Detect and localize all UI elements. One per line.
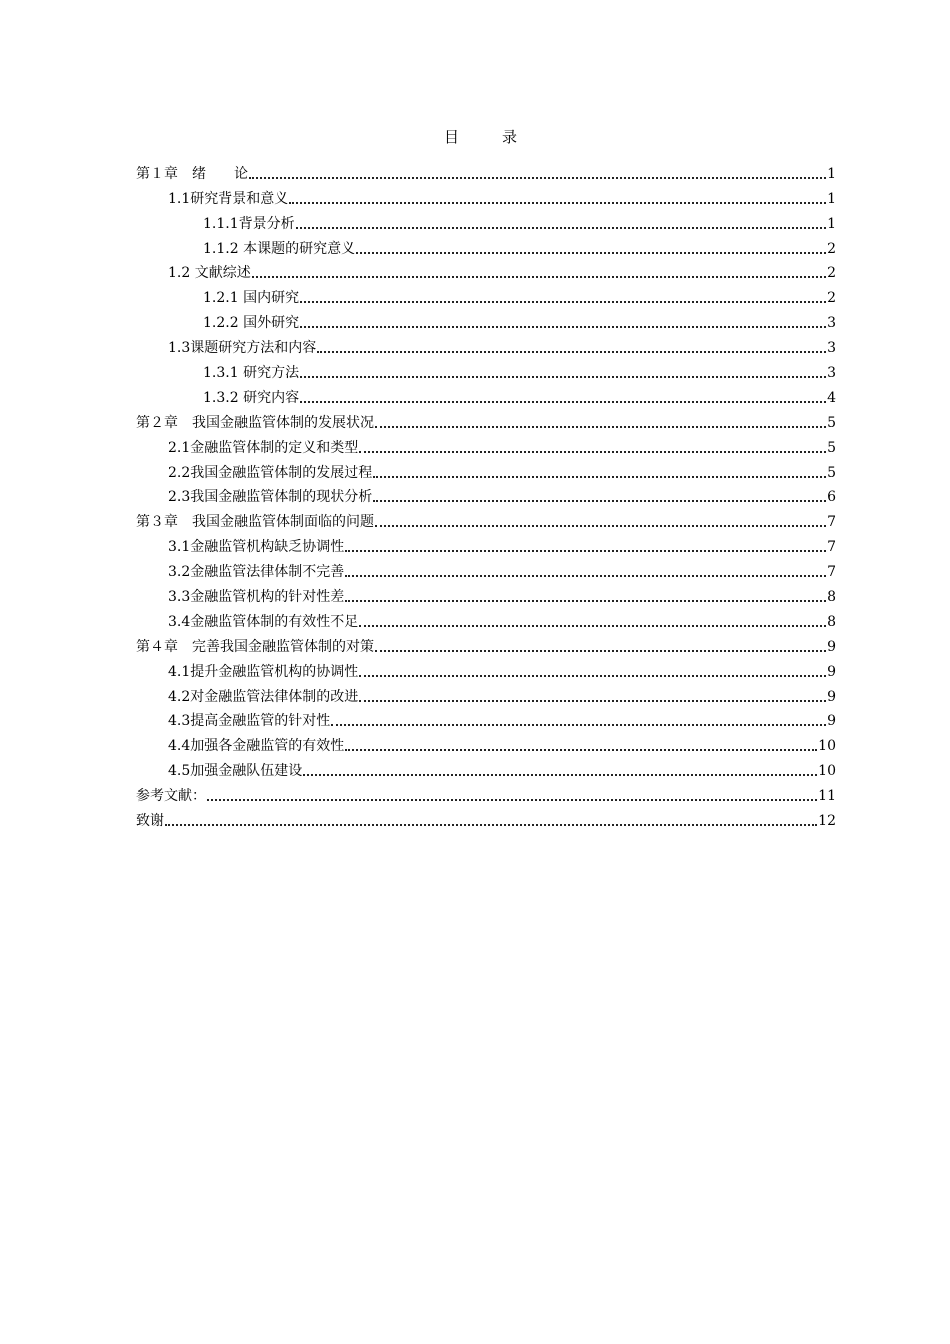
toc-entry[interactable]	[136, 506, 836, 531]
toc-entry-label: 3.3金融监管机构的针对性差	[168, 589, 345, 606]
toc-entry[interactable]	[136, 531, 836, 556]
toc-entry[interactable]	[136, 581, 836, 606]
toc-entry[interactable]	[136, 158, 836, 183]
toc-entry[interactable]	[136, 258, 836, 283]
toc-entry[interactable]	[136, 332, 836, 357]
toc-page-number: 1	[827, 165, 836, 182]
toc-entry-label: 第２章 我国金融监管体制的发展状况	[136, 414, 374, 431]
toc-entry[interactable]	[136, 482, 836, 507]
toc-entry-label: 4.2对金融监管法律体制的改进	[168, 688, 359, 705]
toc-entry-label: 1.1.1背景分析	[203, 215, 295, 232]
toc-dot-leader	[252, 276, 826, 278]
toc-dot-leader	[359, 700, 826, 702]
toc-entry-label: 4.5加强金融队伍建设	[168, 763, 303, 780]
toc-page-number: 1	[827, 215, 836, 232]
toc-page-number: 2	[827, 240, 836, 257]
toc-dot-leader	[345, 600, 826, 602]
toc-dot-leader	[356, 252, 826, 254]
toc-dot-leader	[345, 749, 817, 751]
toc-entry-label: 1.2 文献综述	[168, 265, 251, 282]
toc-page-number: 9	[827, 688, 836, 705]
toc-entry-label: 1.3.2 研究内容	[203, 389, 300, 406]
toc-page-number: 7	[827, 514, 836, 531]
toc-page-number: 4	[827, 389, 836, 406]
toc-dot-leader	[359, 625, 826, 627]
toc-entry-label: 1.2.1 国内研究	[203, 290, 300, 307]
toc-entry[interactable]	[136, 730, 836, 755]
toc-dot-leader	[300, 301, 826, 303]
toc-entry-label: 致谢	[136, 813, 164, 830]
toc-page-number: 1	[827, 190, 836, 207]
toc-entry-label: 4.1提升金融监管机构的协调性	[168, 663, 359, 680]
toc-entry-label: 2.3我国金融监管体制的现状分析	[168, 489, 373, 506]
toc-entry[interactable]	[136, 755, 836, 780]
toc-entry[interactable]	[136, 780, 836, 805]
toc-page-number: 7	[827, 539, 836, 556]
toc-page-number: 10	[818, 738, 836, 755]
toc-entry-label: 1.1.2 本课题的研究意义	[203, 240, 356, 257]
toc-page-number: 10	[818, 763, 836, 780]
toc-entry-label: 1.3.1 研究方法	[203, 365, 300, 382]
toc-dot-leader	[373, 476, 826, 478]
toc-entry-label: 1.3课题研究方法和内容	[168, 340, 317, 357]
toc-entry-label: 1.1研究背景和意义	[168, 190, 289, 207]
toc-page-number: 5	[827, 464, 836, 481]
toc-page-number: 3	[827, 340, 836, 357]
toc-entry-label: 第１章 绪 论	[136, 165, 248, 182]
toc-dot-leader	[375, 426, 826, 428]
toc-entry[interactable]	[136, 631, 836, 656]
toc-entry[interactable]	[136, 307, 836, 332]
toc-dot-leader	[300, 401, 826, 403]
toc-entry[interactable]	[136, 183, 836, 208]
toc-entry-label: 3.4金融监管体制的有效性不足	[168, 613, 359, 630]
toc-entry[interactable]	[136, 432, 836, 457]
toc-entry-label: 3.1金融监管机构缺乏协调性	[168, 539, 345, 556]
toc-dot-leader	[359, 675, 826, 677]
toc-entry[interactable]	[136, 457, 836, 482]
toc-dot-leader	[375, 525, 826, 527]
toc-entry[interactable]	[136, 606, 836, 631]
toc-page-number: 12	[818, 813, 836, 830]
toc-entry-label: 3.2金融监管法律体制不完善	[168, 564, 345, 581]
toc-dot-leader	[345, 575, 826, 577]
toc-page-number: 11	[818, 788, 836, 805]
toc-entry-label: 2.1金融监管体制的定义和类型	[168, 439, 359, 456]
toc-dot-leader	[373, 500, 826, 502]
page-title: 目 录	[443, 128, 531, 146]
toc-page-number: 2	[827, 290, 836, 307]
toc-page-number: 8	[827, 589, 836, 606]
toc-entry[interactable]	[136, 233, 836, 258]
toc-dot-leader	[375, 650, 826, 652]
toc-page-number: 8	[827, 613, 836, 630]
toc-page-number: 3	[827, 365, 836, 382]
toc-page-number: 6	[827, 489, 836, 506]
toc-entry[interactable]	[136, 706, 836, 731]
toc-entry[interactable]	[136, 407, 836, 432]
toc-page-number: 9	[827, 638, 836, 655]
toc-page-number: 9	[827, 663, 836, 680]
toc-entry-label: 4.4加强各金融监管的有效性	[168, 738, 345, 755]
toc-page-number: 9	[827, 713, 836, 730]
toc-entry-label: 1.2.2 国外研究	[203, 315, 300, 332]
toc-entry[interactable]	[136, 282, 836, 307]
toc-entry[interactable]	[136, 382, 836, 407]
toc-entry-label: 第３章 我国金融监管体制面临的问题	[136, 514, 374, 531]
toc-entry[interactable]	[136, 805, 836, 830]
toc-entry-label: 第４章 完善我国金融监管体制的对策	[136, 638, 374, 655]
toc-dot-leader	[345, 550, 826, 552]
toc-dot-leader	[296, 227, 826, 229]
toc-entry-label: 2.2我国金融监管体制的发展过程	[168, 464, 373, 481]
toc-entry-label: 参考文献：	[136, 788, 206, 805]
toc-page-number: 5	[827, 439, 836, 456]
toc-dot-leader	[300, 376, 826, 378]
toc-dot-leader	[165, 824, 817, 826]
toc-dot-leader	[289, 202, 826, 204]
toc-entry[interactable]	[136, 357, 836, 382]
toc-page-number: 5	[827, 414, 836, 431]
toc-entry-label: 4.3提高金融监管的针对性	[168, 713, 331, 730]
toc-entry[interactable]	[136, 208, 836, 233]
toc-page-number: 3	[827, 315, 836, 332]
toc-entry[interactable]	[136, 656, 836, 681]
table-of-contents	[136, 158, 836, 830]
toc-dot-leader	[207, 799, 817, 801]
toc-dot-leader	[300, 326, 826, 328]
toc-page-number: 2	[827, 265, 836, 282]
toc-dot-leader	[303, 774, 817, 776]
toc-dot-leader	[317, 351, 826, 353]
toc-dot-leader	[249, 177, 826, 179]
toc-dot-leader	[359, 451, 826, 453]
toc-entry[interactable]	[136, 681, 836, 706]
toc-entry[interactable]	[136, 556, 836, 581]
toc-page-number: 7	[827, 564, 836, 581]
toc-dot-leader	[331, 724, 826, 726]
